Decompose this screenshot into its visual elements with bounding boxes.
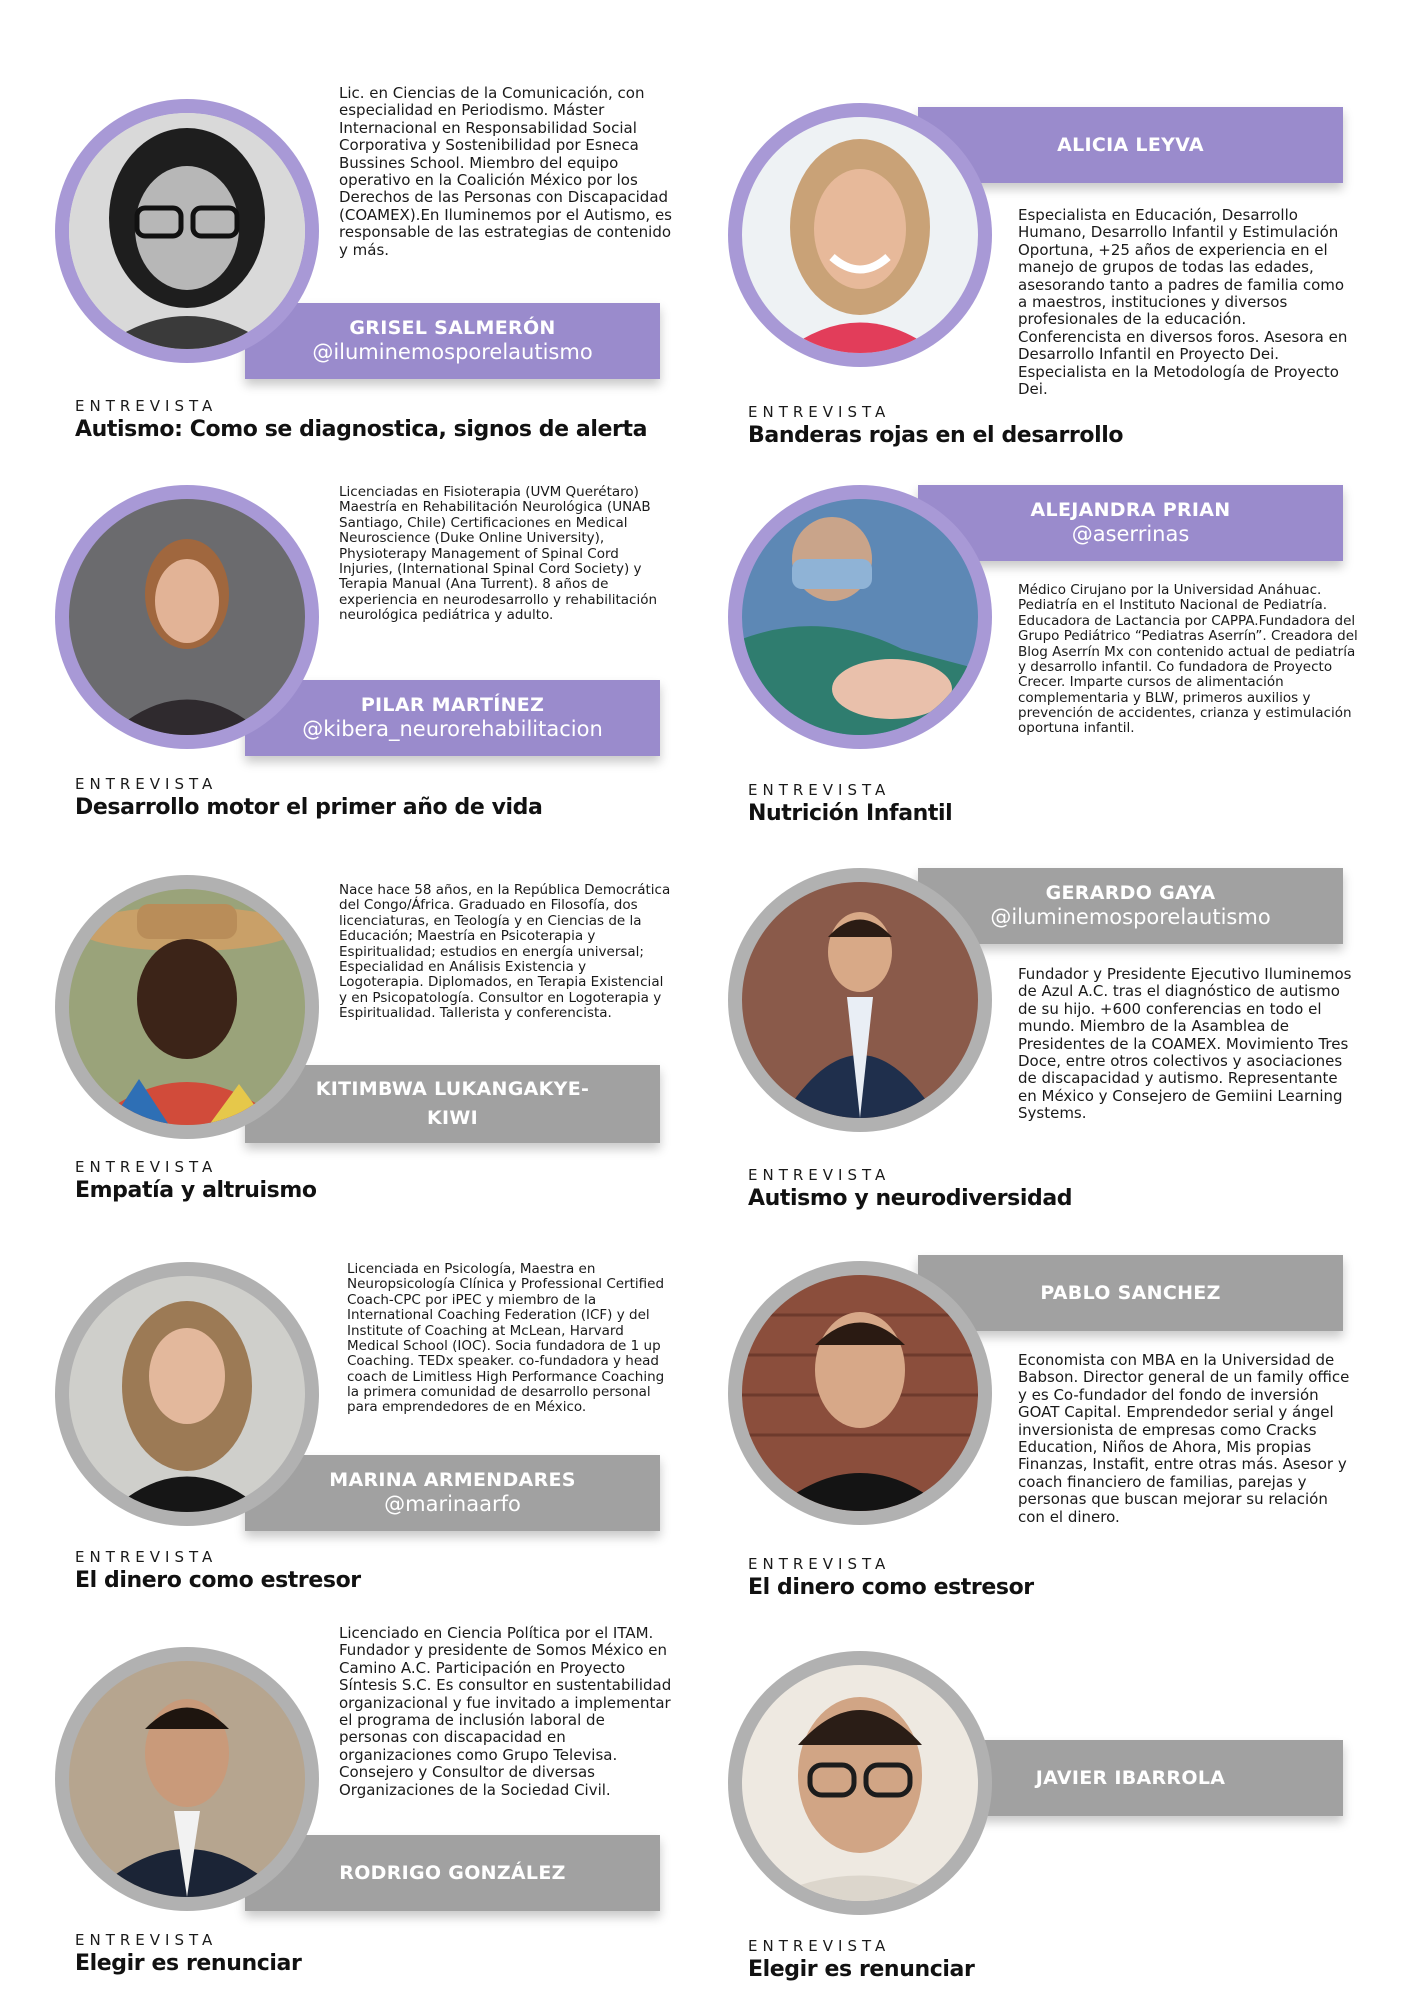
name-band <box>918 868 1343 944</box>
speaker-photo <box>69 1661 305 1897</box>
interview-label: ENTREVISTA <box>75 1548 218 1566</box>
speaker-photo-frame <box>728 1651 992 1915</box>
speaker-card-gerardo <box>728 868 1368 1228</box>
interview-title: El dinero como estresor <box>75 1568 361 1593</box>
interview-title: Autismo: Como se diagnostica, signos de alerta <box>75 417 648 442</box>
speaker-photo <box>69 889 305 1125</box>
interview-title: Elegir es renunciar <box>748 1957 975 1982</box>
name-band <box>245 680 660 756</box>
speaker-photo-frame <box>55 875 319 1139</box>
speaker-photo-frame <box>728 103 992 367</box>
speaker-name: JAVIER IBARROLA <box>1035 1766 1226 1789</box>
speaker-card-alicia <box>728 85 1368 448</box>
speaker-photo-frame <box>55 1262 319 1526</box>
interview-label: ENTREVISTA <box>75 775 218 793</box>
speaker-bio: Licenciadas en Fisioterapia (UVM Querétaro) Maestría en Rehabilitación Neurológica (UNAB Santiago, Chile) Certificaciones en Medical Neuroscience (Duke Online University), Physioterapy Management of Spinal Cord Injuries, (International Spinal Cord Society) y Terapia Manual (Ana Turrent). 8 años de experiencia en neurodesarrollo y rehabilitación neurológica pediátrica y adulto. <box>339 484 658 623</box>
speaker-photo-frame <box>728 1261 992 1525</box>
speaker-photo <box>69 1276 305 1512</box>
speaker-photo <box>69 499 305 735</box>
name-band <box>918 107 1343 183</box>
speaker-photo-frame <box>728 485 992 749</box>
speaker-name: ALICIA LEYVA <box>1057 133 1204 156</box>
interview-label: ENTREVISTA <box>748 1166 891 1184</box>
speaker-card-marina <box>55 1262 695 1622</box>
speaker-handle: @iluminemosporelautismo <box>990 904 1271 929</box>
interview-label: ENTREVISTA <box>748 403 891 421</box>
speaker-bio: Licenciada en Psicología, Maestra en Neuropsicología Clínica y Professional Certified Coach-CPC por iPEC y miembro de la International Coaching Federation (ICF) y del Institute of Coaching at McLean, Harvard Medical School (IOC). Socia fundadora de 1 up Coaching. TEDx speaker. co-fundadora y head coach de Limitless High Performance Coaching la primera comunidad de desarrollo personal para emprendedores de en México. <box>347 1261 665 1416</box>
speaker-photo-frame <box>728 868 992 1132</box>
speaker-handle: @iluminemosporelautismo <box>312 339 593 364</box>
interview-title: El dinero como estresor <box>748 1575 1034 1600</box>
name-band <box>245 1065 660 1143</box>
interview-label: ENTREVISTA <box>748 781 891 799</box>
interview-label: ENTREVISTA <box>75 397 218 415</box>
speaker-bio: Nace hace 58 años, en la República Democrática del Congo/África. Graduado en Filosofía, dos licenciaturas, en Teología y en Ciencias de la Educación; Maestría en Psicoterapia y Espiritualidad; estudios en energía universal; Especialidad en Análisis Existencia y Logoterapia. Diplomados, en Terapia Existencial y en Psicopatología. Consultor en Logoterapia y Espiritualidad. Tallerista y conferencista. <box>339 882 671 1021</box>
speaker-photo-frame <box>55 1647 319 1911</box>
speaker-card-pilar <box>55 485 695 845</box>
speaker-photo-frame <box>55 485 319 749</box>
interview-title: Autismo y neurodiversidad <box>748 1186 1073 1211</box>
interview-title: Desarrollo motor el primer año de vida <box>75 795 543 820</box>
speaker-bio: Médico Cirujano por la Universidad Anáhuac. Pediatría en el Instituto Nacional de Pediatría. Educadora de Lactancia por CAPPA.Fundadora del Grupo Pediátrico “Pediatras Aserrín”. Creadora del Blog Aserrín Mx con contenido actual de pediatría y desarrollo infantil. Co fundadora de Proyecto Crecer. Imparte cursos de alimentación complementaria y BLW, primeros auxilios y prevención de accidentes, crianza y estimulación oportuna infantil. <box>1018 582 1358 737</box>
interview-title: Elegir es renunciar <box>75 1951 302 1976</box>
speaker-bio: Lic. en Ciencias de la Comunicación, con especialidad en Periodismo. Máster Internacional en Responsabilidad Social Corporativa y Sostenibilidad por Esneca Bussines School. Miembro del equipo operativo en la Coalición México por los Derechos de las Personas con Discapacidad (COAMEX).En Iluminemos por el Autismo, es responsable de las estrategias de contenido y más. <box>339 84 672 259</box>
speaker-bio: Especialista en Educación, Desarrollo Humano, Desarrollo Infantil y Estimulación Oportuna, +25 años de experiencia en el manejo de grupos de todas las edades, asesorando tanto a padres de familia como a maestros, instituciones y diversos profesionales de la educación. Conferencista en diversos foros. Asesora en Desarrollo Infantil en Proyecto Dei. Especialista en la Metodología de Proyecto Dei. <box>1018 206 1348 398</box>
speaker-name: MARINA ARMENDARES <box>329 1469 576 1491</box>
name-band <box>245 1455 660 1531</box>
speaker-photo <box>742 1275 978 1511</box>
speaker-name: ALEJANDRA PRIAN <box>1030 499 1231 521</box>
speaker-name: PABLO SANCHEZ <box>1040 1281 1221 1304</box>
interview-label: ENTREVISTA <box>75 1158 218 1176</box>
speaker-photo <box>69 113 305 349</box>
speaker-card-javier <box>728 1625 1368 1985</box>
speaker-bio: Economista con MBA en la Universidad de Babson. Director general de un family office y es Co-fundador del fondo de inversión GOAT Capital. Emprendedor serial y ángel inversionista de empresas como Cracks Education, Niños de Ahora, Mis propias Finanzas, Instafit, entre otras más. Asesor y coach financiero de familias, parejas y personas que buscan mejorar su relación con el dinero. <box>1018 1351 1350 1526</box>
speaker-name: GERARDO GAYA <box>1045 882 1216 904</box>
name-band <box>918 485 1343 561</box>
interview-title: Banderas rojas en el desarrollo <box>748 423 1124 448</box>
speaker-card-pablo <box>728 1255 1368 1615</box>
speaker-name: KITIMBWA LUKANGAKYE-KIWI <box>315 1077 590 1129</box>
speaker-bio: Fundador y Presidente Ejecutivo Iluminemos de Azul A.C. tras el diagnóstico de autismo de su hijo. +600 conferencias en todo el mundo. Miembro de la Asamblea de Presidentes de la COAMEX. Movimiento Tres Doce, entre otros colectivos y asociaciones de discapacidad y autismo. Representante en México y Consejero de Gemiini Learning Systems. <box>1018 965 1352 1123</box>
interview-label: ENTREVISTA <box>748 1937 891 1955</box>
name-band <box>918 1255 1343 1331</box>
speaker-handle: @marinaarfo <box>384 1491 521 1516</box>
speaker-handle: @kibera_neurorehabilitacion <box>302 716 603 741</box>
speaker-card-rodrigo <box>55 1625 695 1985</box>
speaker-handle: @aserrinas <box>1071 521 1190 546</box>
interview-label: ENTREVISTA <box>748 1555 891 1573</box>
name-band <box>245 303 660 379</box>
interview-title: Nutrición Infantil <box>748 801 953 826</box>
speaker-card-grisel <box>55 85 695 445</box>
speaker-photo <box>742 1665 978 1901</box>
speaker-photo <box>742 499 978 735</box>
speaker-name: PILAR MARTÍNEZ <box>360 694 545 716</box>
speaker-photo-frame <box>55 99 319 363</box>
interview-title: Empatía y altruismo <box>75 1178 317 1203</box>
speaker-photo <box>742 117 978 353</box>
interview-label: ENTREVISTA <box>75 1931 218 1949</box>
speaker-card-alejandra <box>728 485 1368 845</box>
speaker-bio: Licenciado en Ciencia Política por el ITAM. Fundador y presidente de Somos México en Camino A.C. Participación en Proyecto Síntesis S.C. Es consultor en sustentabilidad organizacional y fue invitado a implementar el programa de inclusión laboral de personas con discapacidad en organizaciones como Grupo Televisa. Consejero y Consultor de diversas Organizaciones de la Sociedad Civil. <box>339 1624 672 1799</box>
name-band <box>245 1835 660 1911</box>
speaker-name: GRISEL SALMERÓN <box>349 317 556 339</box>
speaker-card-kitimbwa <box>55 875 695 1235</box>
speaker-photo <box>742 882 978 1118</box>
speaker-name: RODRIGO GONZÁLEZ <box>339 1861 566 1884</box>
